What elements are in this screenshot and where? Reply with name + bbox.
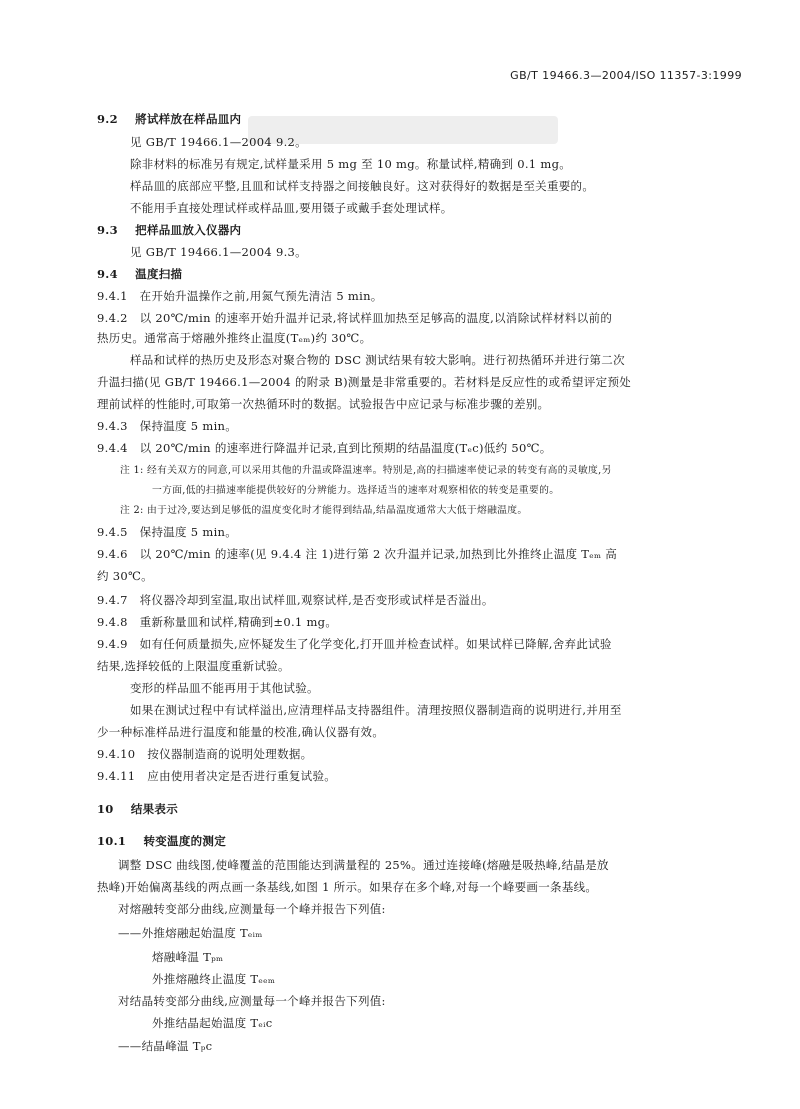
standard-code-header: GB/T 19466.3—2004/ISO 11357-3:1999 [510, 69, 742, 82]
item-9-4-7 [97, 595, 494, 607]
item-number: 9.4.3 [97, 419, 128, 433]
section-10-1-heading [97, 836, 226, 848]
paragraph-line: 样品皿的底部应平整,且皿和试样支持器之间接触良好。这对获得好的数据是至关重要的。 [130, 179, 595, 193]
section-10-heading [97, 804, 178, 816]
item-9-4-9 [97, 639, 612, 651]
paragraph-line: 见 GB/T 19466.1—2004 9.3。 [130, 245, 307, 259]
item-number: 9.4.5 [97, 525, 128, 539]
item-number: 9.4.11 [97, 769, 136, 783]
melting-list-item: 熔融峰温 Tₚₘ [152, 950, 224, 964]
item-text: 将仪器冷却到室温,取出试样皿,观察试样,是否变形或试样是否溢出。 [139, 593, 494, 607]
item-text: 按仪器制造商的说明处理数据。 [147, 747, 313, 761]
item-9-4-6-continuation: 约 30℃。 [97, 569, 153, 583]
item-text: 保持温度 5 min。 [139, 525, 238, 539]
paragraph-line: 调整 DSC 曲线图,使峰覆盖的范围能达到满量程的 25%。通过连接峰(熔融是吸热峰,结晶是放 [118, 858, 609, 872]
item-number: 9.4.10 [97, 747, 136, 761]
section-title: 將试样放在样品皿内 [135, 112, 242, 126]
item-9-4-10 [97, 749, 312, 761]
item-9-4-8 [97, 617, 337, 629]
item-number: 9.4.2 [97, 311, 128, 325]
section-9-4-heading [97, 269, 182, 281]
item-text: 以 20℃/min 的速率进行降温并记录,直到比预期的结晶温度(Tₑc)低约 50℃。 [139, 441, 552, 455]
item-9-4-11 [97, 771, 336, 783]
paragraph-line: 如果在测试过程中有试样溢出,应清理样品支持器组件。清理按照仪器制造商的说明进行,并用至 [130, 703, 622, 717]
paragraph-line: 对熔融转变部分曲线,应测量每一个峰并报告下列值: [118, 902, 386, 916]
section-9-3-heading [97, 225, 241, 237]
item-number: 9.4.1 [97, 289, 128, 303]
paragraph-line: 样品和试样的热历史及形态对聚合物的 DSC 测试结果有较大影响。进行初热循环并进行第二次 [130, 353, 625, 367]
item-number: 9.4.4 [97, 441, 128, 455]
paragraph-line: 变形的样品皿不能再用于其他试验。 [130, 681, 319, 695]
section-number: 9.4 [97, 267, 118, 281]
section-title: 把样品皿放入仪器内 [135, 223, 242, 237]
item-text: 重新称量皿和试样,精确到±0.1 mg。 [139, 615, 338, 629]
section-number: 10.1 [97, 834, 127, 848]
melting-list-item: 外推熔融终止温度 Tₑₑₘ [152, 972, 276, 986]
item-9-4-5 [97, 527, 237, 539]
item-9-4-6 [97, 549, 617, 561]
crystallization-list-item: 外推结晶起始温度 Tₑᵢc [152, 1016, 273, 1030]
item-text: 保持温度 5 min。 [139, 419, 238, 433]
item-text: 以 20℃/min 的速率开始升温并记录,将试样皿加热至足够高的温度,以消除试样材料以前的 [139, 311, 613, 325]
paragraph-line: 热峰)开始偏离基线的两点画一条基线,如图 1 所示。如果存在多个峰,对每一个峰要画一条基线。 [97, 880, 598, 894]
item-9-4-1 [97, 291, 383, 303]
melting-list-item: ——外推熔融起始温度 Tₑᵢₘ [118, 926, 263, 940]
item-text: 应由使用者决定是否进行重复试验。 [147, 769, 337, 783]
item-9-4-3 [97, 421, 237, 433]
item-number: 9.4.8 [97, 615, 128, 629]
item-number: 9.4.7 [97, 593, 128, 607]
item-number: 9.4.9 [97, 637, 128, 651]
paragraph-line: 少一种标准样品进行温度和能量的校准,确认仪器有效。 [97, 725, 385, 739]
paragraph-line: 见 GB/T 19466.1—2004 9.2。 [130, 135, 307, 149]
paragraph-line: 升温扫描(见 GB/T 19466.1—2004 的附录 B)测量是非常重要的。若材料是反应性的或希望评定预处 [97, 375, 632, 389]
section-number: 10 [97, 802, 114, 816]
paragraph-line: 对结晶转变部分曲线,应测量每一个峰并报告下列值: [118, 994, 386, 1008]
note-1-line: 注 1: 经有关双方的同意,可以采用其他的升温或降温速率。特别是,高的扫描速率使记录的转变有高的灵敏度,另 [120, 465, 612, 476]
item-text: 如有任何质量损失,应怀疑发生了化学变化,打开皿并检查试样。如果试样已降解,舍弃此试验 [139, 637, 612, 651]
section-9-2-heading [97, 114, 241, 126]
section-title: 转变温度的测定 [143, 834, 227, 848]
item-9-4-4 [97, 443, 552, 455]
section-title: 结果表示 [130, 802, 179, 816]
item-number: 9.4.6 [97, 547, 128, 561]
item-text: 以 20℃/min 的速率(见 9.4.4 注 1)进行第 2 次升温并记录,加热到比外推终止温度 Tₑₘ 高 [139, 547, 618, 561]
item-9-4-2-continuation: 热历史。通常高于熔融外推终止温度(Tₑₘ)约 30℃。 [97, 331, 372, 345]
item-9-4-9-continuation: 结果,选择较低的上限温度重新试验。 [97, 659, 290, 673]
crystallization-list-item: ——结晶峰温 Tₚc [118, 1039, 213, 1053]
paragraph-line: 除非材料的标准另有规定,试样量采用 5 mg 至 10 mg。称量试样,精确到 0.1 mg。 [130, 157, 572, 171]
item-text: 在开始升温操作之前,用氮气预先清洁 5 min。 [139, 289, 383, 303]
item-9-4-2 [97, 313, 612, 325]
section-number: 9.2 [97, 112, 118, 126]
note-1-line: 一方面,低的扫描速率能提供较好的分辨能力。选择适当的速率对观察相依的转变是重要的。 [152, 485, 560, 496]
section-title: 温度扫描 [135, 267, 183, 281]
note-2-line: 注 2: 由于过冷,要达到足够低的温度变化时才能得到结晶,结晶温度通常大大低于熔融温度。 [120, 505, 528, 516]
section-number: 9.3 [97, 223, 118, 237]
paragraph-line: 理前试样的性能时,可取第一次热循环时的数据。试验报告中应记录与标准步骤的差别。 [97, 397, 550, 411]
paragraph-line: 不能用手直接处理试样或样品皿,要用镊子或戴手套处理试样。 [130, 201, 453, 215]
